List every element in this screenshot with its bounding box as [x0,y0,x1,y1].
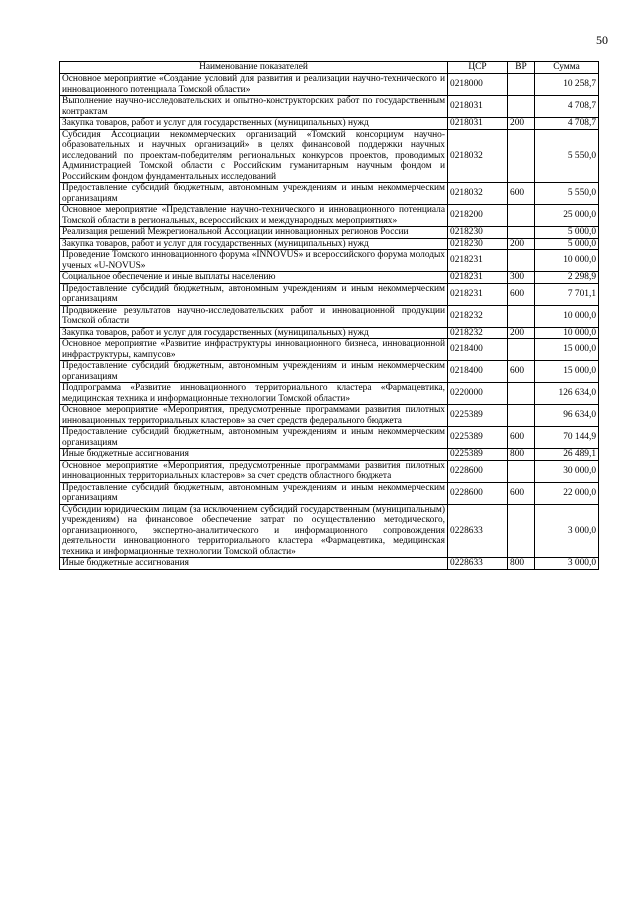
cell-vr [508,383,535,405]
cell-sum: 2 298,9 [535,272,599,284]
cell-vr: 600 [508,283,535,305]
cell-csr: 0218000 [448,74,508,96]
table-row [60,305,599,327]
cell-vr [508,205,535,227]
cell-name: Подпрограмма «Развитие инновационного территориального кластера «Фармацевтика, медицинская техника и информационные технологии Томской области» [60,383,448,405]
cell-name: Основное мероприятие «Развитие инфраструктуры инновационного бизнеса, инновационной инфраструктуры, кампусов» [60,339,448,361]
cell-csr: 0220000 [448,383,508,405]
table-row [60,558,599,570]
cell-name: Продвижение результатов научно-исследовательских работ и инновационной продукции Томской области [60,305,448,327]
cell-vr [508,504,535,558]
cell-csr: 0228600 [448,460,508,482]
cell-vr: 200 [508,238,535,250]
cell-csr: 0218400 [448,339,508,361]
cell-vr [508,227,535,239]
cell-sum: 10 000,0 [535,327,599,339]
cell-vr: 800 [508,558,535,570]
header-name: Наименование показателей [60,62,448,74]
cell-vr: 800 [508,449,535,461]
table-row [60,96,599,118]
cell-name: Закупка товаров, работ и услуг для государственных (муниципальных) нужд [60,238,448,250]
cell-csr: 0228633 [448,504,508,558]
cell-name: Субсидия Ассоциации некоммерческих организаций «Томский консорциум научно-образовательных и научных организаций» в целях финансовой поддержки научных исследований по проектам-победителям региональных конкурсов проектов, проводимых Администрацией Томской области с Российским гуманитарным научным фондом и Российским фондом фундаментальных исследований [60,129,448,183]
cell-csr: 0218400 [448,361,508,383]
page-number: 50 [596,33,608,47]
cell-vr: 600 [508,361,535,383]
cell-csr: 0225389 [448,405,508,427]
table-row [60,405,599,427]
table-row [60,129,599,183]
cell-name: Проведение Томского инновационного форума «INNOVUS» и всероссийского форума молодых ученых «U-NOVUS» [60,250,448,272]
cell-vr: 200 [508,118,535,130]
table-header-row [60,62,599,74]
header-sum: Сумма [535,62,599,74]
header-vr: ВР [508,62,535,74]
table-row [60,183,599,205]
cell-vr: 600 [508,183,535,205]
cell-vr [508,96,535,118]
cell-sum: 5 550,0 [535,129,599,183]
cell-sum: 5 000,0 [535,238,599,250]
cell-vr [508,250,535,272]
cell-name: Предоставление субсидий бюджетным, автономным учреждениям и иным некоммерческим организациям [60,427,448,449]
cell-name: Иные бюджетные ассигнования [60,558,448,570]
cell-vr [508,129,535,183]
table-row [60,460,599,482]
cell-csr: 0218031 [448,118,508,130]
table-row [60,504,599,558]
header-csr: ЦСР [448,62,508,74]
table-row [60,205,599,227]
cell-csr: 0225389 [448,449,508,461]
cell-sum: 30 000,0 [535,460,599,482]
table-row [60,272,599,284]
cell-sum: 10 000,0 [535,250,599,272]
cell-sum: 5 000,0 [535,227,599,239]
table-row [60,227,599,239]
cell-name: Иные бюджетные ассигнования [60,449,448,461]
table-row [60,74,599,96]
cell-csr: 0218232 [448,305,508,327]
table-row [60,361,599,383]
cell-vr: 200 [508,327,535,339]
cell-sum: 4 708,7 [535,96,599,118]
cell-sum: 70 144,9 [535,427,599,449]
cell-csr: 0225389 [448,427,508,449]
cell-name: Предоставление субсидий бюджетным, автономным учреждениям и иным некоммерческим организациям [60,183,448,205]
cell-name: Закупка товаров, работ и услуг для государственных (муниципальных) нужд [60,327,448,339]
cell-csr: 0228600 [448,482,508,504]
table-row [60,238,599,250]
cell-sum: 15 000,0 [535,361,599,383]
table-row [60,383,599,405]
cell-name: Основное мероприятие «Представление научно-технического и инновационного потенциала Томской области в региональных, всероссийских и международных мероприятиях» [60,205,448,227]
cell-sum: 5 550,0 [535,183,599,205]
table-row [60,449,599,461]
cell-csr: 0218231 [448,250,508,272]
table-row [60,327,599,339]
cell-sum: 7 701,1 [535,283,599,305]
cell-sum: 3 000,0 [535,558,599,570]
cell-name: Выполнение научно-исследовательских и опытно-конструкторских работ по государственным контрактам [60,96,448,118]
cell-sum: 4 708,7 [535,118,599,130]
cell-name: Предоставление субсидий бюджетным, автономным учреждениям и иным некоммерческим организациям [60,361,448,383]
table-row [60,283,599,305]
cell-vr [508,74,535,96]
cell-sum: 22 000,0 [535,482,599,504]
budget-table [59,61,599,570]
cell-csr: 0218232 [448,327,508,339]
table-body [60,74,599,570]
cell-vr: 600 [508,482,535,504]
cell-name: Закупка товаров, работ и услуг для государственных (муниципальных) нужд [60,118,448,130]
cell-sum: 10 258,7 [535,74,599,96]
cell-vr [508,460,535,482]
cell-name: Предоставление субсидий бюджетным, автономным учреждениям и иным некоммерческим организациям [60,283,448,305]
cell-sum: 25 000,0 [535,205,599,227]
cell-csr: 0218031 [448,96,508,118]
cell-name: Основное мероприятие «Мероприятия, предусмотренные программами развития пилотных инновационных территориальных кластеров» за счет средств областного бюджета [60,460,448,482]
cell-sum: 26 489,1 [535,449,599,461]
cell-csr: 0218230 [448,238,508,250]
cell-name: Основное мероприятие «Мероприятия, предусмотренные программами развития пилотных инновационных территориальных кластеров» за счет средств федерального бюджета [60,405,448,427]
cell-csr: 0228633 [448,558,508,570]
cell-name: Реализация решений Межрегиональной Ассоциации инновационных регионов России [60,227,448,239]
cell-name: Субсидии юридическим лицам (за исключением субсидий государственным (муниципальным) учреждениям) на финансовое обеспечение затрат по осуществлению методического, организационного, экспертно-аналитического и информационного сопровождения деятельности инновационного территориального кластера «Фармацевтика, медицинская техника и информационные технологии Томской области» [60,504,448,558]
cell-vr: 300 [508,272,535,284]
cell-sum: 96 634,0 [535,405,599,427]
cell-name: Основное мероприятие «Создание условий для развития и реализации научно-технического и инновационного потенциала Томской области» [60,74,448,96]
table-row [60,250,599,272]
table-row [60,427,599,449]
cell-vr [508,339,535,361]
table-row [60,339,599,361]
cell-sum: 15 000,0 [535,339,599,361]
cell-sum: 3 000,0 [535,504,599,558]
cell-csr: 0218032 [448,183,508,205]
cell-csr: 0218231 [448,272,508,284]
table-row [60,118,599,130]
cell-sum: 126 634,0 [535,383,599,405]
cell-name: Социальное обеспечение и иные выплаты населению [60,272,448,284]
cell-csr: 0218200 [448,205,508,227]
cell-sum: 10 000,0 [535,305,599,327]
cell-vr: 600 [508,427,535,449]
cell-vr [508,405,535,427]
cell-name: Предоставление субсидий бюджетным, автономным учреждениям и иным некоммерческим организациям [60,482,448,504]
table-row [60,482,599,504]
cell-csr: 0218230 [448,227,508,239]
cell-vr [508,305,535,327]
cell-csr: 0218032 [448,129,508,183]
cell-csr: 0218231 [448,283,508,305]
